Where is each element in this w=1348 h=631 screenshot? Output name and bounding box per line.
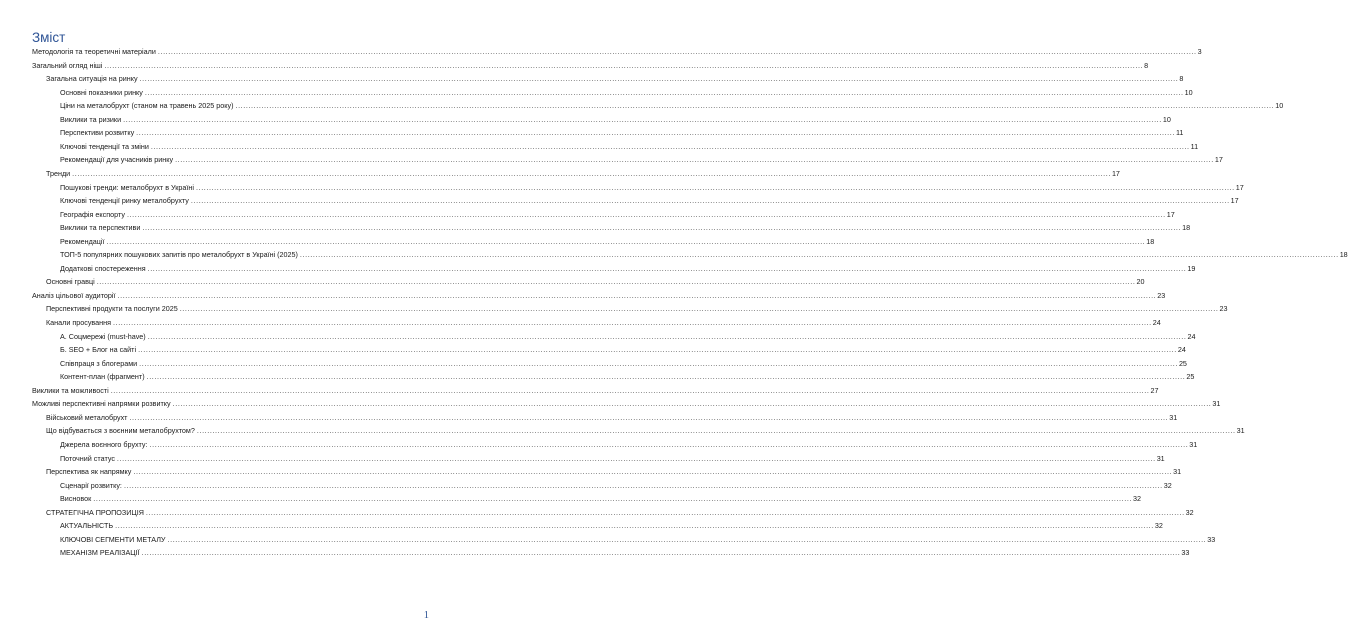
toc-entry-page: 18: [1182, 223, 1191, 233]
toc-leader-dots: ................................................................................................................................................................................................................................................................................................................................................................................................................: [110, 385, 1150, 395]
toc-entry[interactable]: [46, 168, 1120, 180]
toc-leader-dots: ................................................................................................................................................................................................................................................................................................................................................................................................................: [139, 358, 1178, 368]
toc-entry[interactable]: [46, 303, 1228, 315]
toc-entry[interactable]: [60, 493, 1142, 505]
toc-entry[interactable]: [60, 114, 1171, 126]
toc-entry-page: 25: [1186, 372, 1195, 382]
toc-leader-dots: ................................................................................................................................................................................................................................................................................................................................................................................................................: [139, 74, 1179, 84]
toc-entry-page: 32: [1133, 494, 1142, 504]
toc-entry-page: 24: [1187, 331, 1196, 341]
toc-leader-dots: ................................................................................................................................................................................................................................................................................................................................................................................................................: [235, 101, 1275, 111]
toc-entry-title: Додаткові спостереження: [60, 263, 146, 273]
toc-entry[interactable]: [60, 195, 1239, 207]
toc-leader-dots: ................................................................................................................................................................................................................................................................................................................................................................................................................: [117, 290, 1157, 300]
toc-entry-title: Поточний статус: [60, 453, 115, 463]
toc-entry-page: 10: [1162, 114, 1171, 124]
toc-entry[interactable]: [46, 276, 1145, 288]
toc-entry[interactable]: [32, 60, 1149, 72]
toc-entry-title: Методологія та теоретичні матеріали: [32, 47, 156, 56]
toc-entry-title: Виклики та перспективи: [60, 223, 141, 233]
toc-entry-page: 27: [1150, 385, 1159, 395]
toc-leader-dots: ................................................................................................................................................................................................................................................................................................................................................................................................................: [149, 439, 1189, 449]
toc-leader-dots: ................................................................................................................................................................................................................................................................................................................................................................................................................: [147, 263, 1187, 273]
toc-leader-dots: ................................................................................................................................................................................................................................................................................................................................................................................................................: [123, 114, 1162, 124]
toc-entry-title: Військовий металобрухт: [46, 412, 128, 422]
toc-entry[interactable]: [60, 520, 1163, 532]
toc-leader-dots: ................................................................................................................................................................................................................................................................................................................................................................................................................: [146, 372, 1186, 382]
toc-leader-dots: ................................................................................................................................................................................................................................................................................................................................................................................................................: [175, 155, 1214, 165]
toc-leader-dots: ................................................................................................................................................................................................................................................................................................................................................................................................................: [136, 128, 1175, 138]
toc-entry-title: Виклики та можливості: [32, 385, 109, 395]
toc-leader-dots: ................................................................................................................................................................................................................................................................................................................................................................................................................: [145, 507, 1185, 517]
toc-entry-title: Рекомендації: [60, 236, 105, 246]
toc-entry-page: 25: [1178, 358, 1187, 368]
toc-leader-dots: ................................................................................................................................................................................................................................................................................................................................................................................................................: [104, 60, 1144, 70]
toc-leader-dots: ................................................................................................................................................................................................................................................................................................................................................................................................................: [123, 480, 1163, 490]
toc-leader-dots: ................................................................................................................................................................................................................................................................................................................................................................................................................: [133, 467, 1173, 477]
toc-leader-dots: ................................................................................................................................................................................................................................................................................................................................................................................................................: [116, 453, 1156, 463]
toc-entry-title: Джерела воєнного брухту:: [60, 439, 148, 449]
toc-leader-dots: ................................................................................................................................................................................................................................................................................................................................................................................................................: [138, 345, 1177, 355]
toc-entry-page: 18: [1146, 236, 1155, 246]
toc-entry-page: 11: [1190, 141, 1199, 151]
toc-entry[interactable]: [60, 344, 1186, 356]
toc-leader-dots: ................................................................................................................................................................................................................................................................................................................................................................................................................: [106, 236, 1146, 246]
toc-entry[interactable]: [46, 317, 1161, 329]
toc-entry[interactable]: [46, 73, 1184, 85]
toc-leader-dots: ................................................................................................................................................................................................................................................................................................................................................................................................................: [129, 412, 1169, 422]
toc-entry-page: 17: [1230, 196, 1239, 206]
toc-entry[interactable]: [60, 358, 1187, 370]
toc-entry[interactable]: [60, 263, 1196, 275]
toc-entry-page: 32: [1185, 507, 1194, 517]
toc-leader-dots: ................................................................................................................................................................................................................................................................................................................................................................................................................: [126, 209, 1166, 219]
toc-entry-page: 8: [1144, 60, 1149, 70]
toc-entry-title: ТОП-5 популярних пошукових запитів про металобрухт в Україні (2025): [60, 250, 298, 260]
toc-leader-dots: ................................................................................................................................................................................................................................................................................................................................................................................................................: [196, 426, 1236, 436]
toc-entry-page: 32: [1163, 480, 1172, 490]
toc-entry-title: Тренди: [46, 168, 71, 178]
toc-entry-title: КЛЮЧОВІ СЕГМЕНТИ МЕТАЛУ: [60, 534, 166, 544]
toc-entry-page: 24: [1177, 345, 1186, 355]
toc-entry-page: 11: [1175, 128, 1184, 138]
toc-leader-dots: ................................................................................................................................................................................................................................................................................................................................................................................................................: [72, 168, 1111, 178]
toc-leader-dots: ................................................................................................................................................................................................................................................................................................................................................................................................................: [157, 47, 1197, 56]
toc-entry[interactable]: [60, 371, 1195, 383]
toc-entry[interactable]: [60, 236, 1155, 248]
toc-entry-title: СТРАТЕГІЧНА ПРОПОЗИЦІЯ: [46, 507, 144, 517]
toc-entry[interactable]: [60, 439, 1198, 451]
toc-entry-page: 20: [1136, 277, 1145, 287]
toc-entry-title: Б. SEO + Блог на сайті: [60, 345, 137, 355]
toc-entry-page: 31: [1212, 399, 1221, 409]
toc-leader-dots: ................................................................................................................................................................................................................................................................................................................................................................................................................: [142, 223, 1182, 233]
toc-leader-dots: ................................................................................................................................................................................................................................................................................................................................................................................................................: [141, 548, 1181, 558]
toc-entry[interactable]: [60, 209, 1175, 221]
toc-entry-title: Рекомендації для учасників ринку: [60, 155, 174, 165]
toc-entry[interactable]: [60, 87, 1193, 99]
toc-entry[interactable]: [46, 412, 1178, 424]
toc-entry[interactable]: [60, 331, 1196, 343]
toc-entry-page: 33: [1181, 548, 1190, 558]
toc-entry-page: 19: [1187, 263, 1196, 273]
toc-entry-page: 18: [1339, 250, 1348, 260]
toc-entry-title: Канали просування: [46, 318, 111, 327]
toc-entry-title: Сценарії розвитку:: [60, 480, 122, 490]
toc-leader-dots: ................................................................................................................................................................................................................................................................................................................................................................................................................: [113, 318, 1152, 327]
toc-entry-title: Висновок: [60, 494, 92, 504]
toc-entry-page: 31: [1189, 439, 1198, 449]
toc-leader-dots: ................................................................................................................................................................................................................................................................................................................................................................................................................: [93, 494, 1133, 504]
toc-entry[interactable]: [32, 290, 1166, 302]
toc-leader-dots: ................................................................................................................................................................................................................................................................................................................................................................................................................: [167, 534, 1207, 544]
toc-entry-page: 10: [1184, 87, 1193, 97]
toc-title: Зміст: [32, 30, 66, 45]
toc-entry[interactable]: [60, 222, 1191, 234]
toc-entry-page: 17: [1111, 168, 1120, 178]
toc-entry-title: Пошукові тренди: металобрухт в Україні: [60, 182, 194, 192]
toc-entry-title: МЕХАНІЗМ РЕАЛІЗАЦІЇ: [60, 548, 140, 558]
toc-entry-page: 10: [1275, 101, 1284, 111]
toc-entry[interactable]: [60, 182, 1244, 194]
toc-entry-page: 31: [1169, 412, 1178, 422]
toc-entry[interactable]: [60, 249, 1348, 261]
toc-entry-page: 31: [1156, 453, 1165, 463]
toc-entry-title: Перспективи розвитку: [60, 128, 135, 138]
toc-entry[interactable]: [46, 507, 1194, 519]
toc-entry[interactable]: [60, 154, 1223, 166]
toc-entry-title: Основні показники ринку: [60, 87, 143, 97]
toc-entry[interactable]: [60, 127, 1184, 139]
toc-entry-page: 31: [1173, 467, 1182, 477]
toc-entry-title: Ключові тенденції ринку металобрухту: [60, 196, 189, 206]
toc-entry-page: 8: [1179, 74, 1184, 84]
toc-entry[interactable]: [32, 398, 1221, 410]
toc-entry-page: 33: [1207, 534, 1216, 544]
toc-entry[interactable]: [60, 480, 1172, 492]
toc-leader-dots: ................................................................................................................................................................................................................................................................................................................................................................................................................: [96, 277, 1136, 287]
toc-leader-dots: ................................................................................................................................................................................................................................................................................................................................................................................................................: [172, 399, 1212, 409]
toc-leader-dots: ................................................................................................................................................................................................................................................................................................................................................................................................................: [179, 304, 1219, 314]
toc-entry[interactable]: [60, 547, 1190, 559]
toc-entry-title: Аналіз цільової аудиторії: [32, 290, 116, 300]
toc-entry-title: Загальна ситуація на ринку: [46, 74, 138, 84]
toc-entry-page: 31: [1236, 426, 1245, 436]
toc-entry-page: 17: [1235, 182, 1244, 192]
page-number: 1: [423, 610, 429, 621]
toc-entry-page: 17: [1166, 209, 1175, 219]
toc-entry-title: Ключові тенденції та зміни: [60, 141, 149, 151]
toc-entry-page: 23: [1219, 304, 1228, 314]
toc-entry[interactable]: [32, 385, 1159, 397]
toc-leader-dots: ................................................................................................................................................................................................................................................................................................................................................................................................................: [150, 141, 1190, 151]
toc-entry[interactable]: [46, 425, 1245, 437]
toc-entry-page: 32: [1154, 521, 1163, 531]
toc-entry-title: Що відбувається з воєнним металобрухтом?: [46, 426, 195, 436]
toc-entry-title: Можливі перспективні напрямки розвитку: [32, 399, 171, 409]
toc-entry-title: Перспектива як напрямку: [46, 467, 132, 477]
toc-entry-title: Контент-план (фрагмент): [60, 372, 145, 382]
toc-entry[interactable]: [60, 141, 1199, 153]
toc-entry-page: 17: [1214, 155, 1223, 165]
toc-leader-dots: ................................................................................................................................................................................................................................................................................................................................................................................................................: [190, 196, 1230, 206]
toc-entry-title: Основні гравці: [46, 277, 95, 287]
toc-leader-dots: ................................................................................................................................................................................................................................................................................................................................................................................................................: [147, 331, 1187, 341]
toc-entry[interactable]: [60, 453, 1165, 465]
toc-leader-dots: ................................................................................................................................................................................................................................................................................................................................................................................................................: [196, 182, 1235, 192]
toc-entry-title: Виклики та ризики: [60, 114, 122, 124]
toc-entry-title: АКТУАЛЬНІСТЬ: [60, 521, 114, 531]
toc-entry-title: Ціни на металобрухт (станом на травень 2025 року): [60, 101, 234, 111]
toc-entry-page: 3: [1197, 47, 1202, 56]
toc-entry-page: 23: [1157, 290, 1166, 300]
toc-leader-dots: ................................................................................................................................................................................................................................................................................................................................................................................................................: [144, 87, 1184, 97]
toc-entry-title: А. Соцмережі (must-have): [60, 331, 146, 341]
toc-entry[interactable]: [60, 100, 1284, 112]
toc-entry[interactable]: [60, 534, 1216, 546]
toc-leader-dots: ................................................................................................................................................................................................................................................................................................................................................................................................................: [299, 250, 1339, 260]
toc-entry-title: Співпраця з блогерами: [60, 358, 138, 368]
toc-entry-title: Географія експорту: [60, 209, 125, 219]
toc-entry[interactable]: [46, 466, 1182, 478]
toc-entry-title: Загальний огляд ніші: [32, 60, 103, 70]
toc-entry-title: Перспективні продукти та послуги 2025: [46, 304, 178, 314]
toc-leader-dots: ................................................................................................................................................................................................................................................................................................................................................................................................................: [115, 521, 1154, 531]
toc-entry-page: 24: [1152, 318, 1161, 327]
toc-entry[interactable]: [32, 46, 1202, 58]
